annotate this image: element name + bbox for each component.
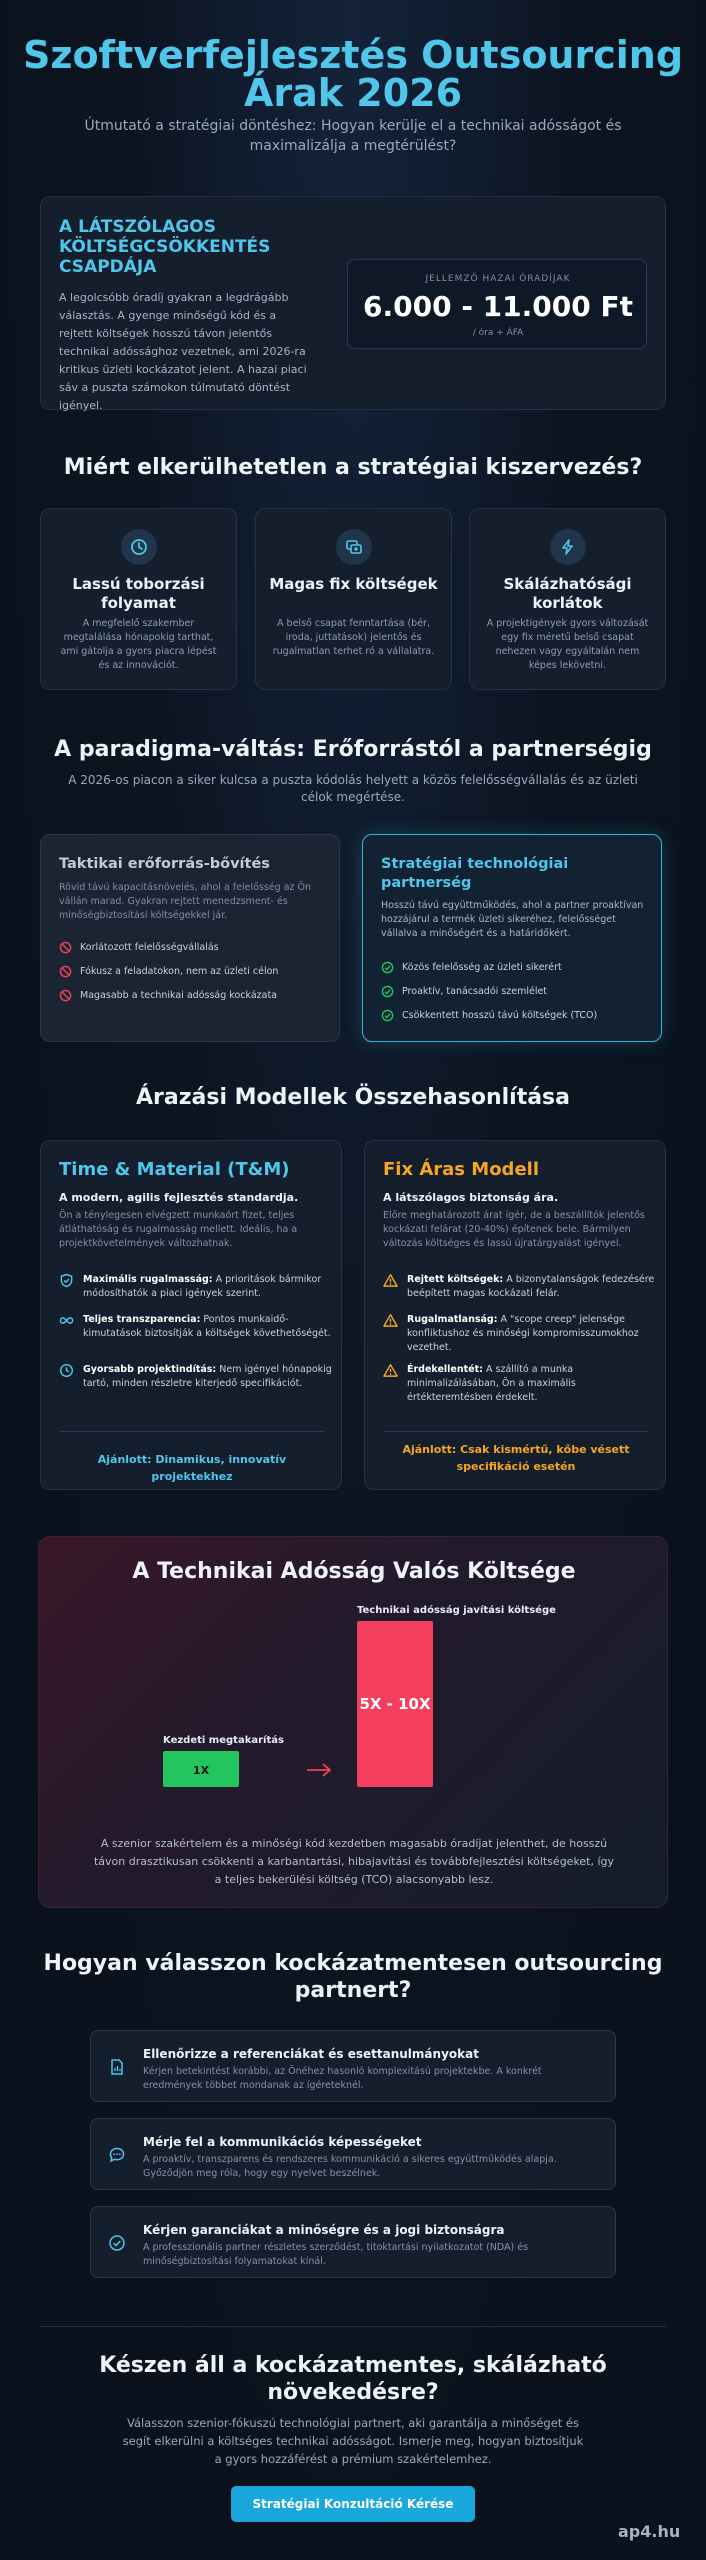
hourly-rate-value: 6.000 - 11.000 Ft	[363, 290, 633, 323]
bar-value-label: 1X	[192, 1764, 210, 1777]
list-item-text: Rejtett költségek: A bizonytalanságok fedezésére beépített magas kockázati felár.	[407, 1274, 655, 1299]
feature-card-scalability	[469, 508, 666, 690]
feature-text: A projektigények gyors változását egy fix méretű belső csapat nehezen vagy egyáltalán nem képes lekövetni.	[486, 618, 649, 671]
list-item	[59, 939, 329, 955]
check-circle-icon	[381, 985, 394, 998]
debt-title: A Technikai Adósság Valós Költsége	[132, 1559, 576, 1584]
technical-debt-card	[38, 1536, 668, 1908]
list-item-text: Fókusz a feladatokon, nem az üzleti célon	[80, 965, 279, 977]
warning-icon	[383, 1273, 398, 1288]
tm-model-card	[40, 1140, 342, 1490]
feature-card-fixed-costs	[255, 508, 452, 690]
chat-icon	[103, 2141, 131, 2169]
warning-icon	[383, 1363, 398, 1378]
check-circle-icon	[381, 961, 394, 974]
lightning-icon	[550, 529, 586, 565]
paradigm-subtitle: A 2026-os piacon a siker kulcsa a puszta kódolás helyett a közös felelősségvállalás és az üzleti célok megértése.	[68, 773, 638, 804]
shield-check-icon	[59, 1273, 74, 1288]
infinity-icon	[59, 1313, 74, 1328]
choose-item-title: Mérje fel a kommunikációs képességeket	[143, 2135, 422, 2149]
tm-recommendation: Ajánlott: Dinamikus, innovatív projektekhez	[97, 1453, 287, 1483]
intro-title: A LÁTSZÓLAGOS KÖLTSÉGCSÖKKENTÉS CSAPDÁJA	[59, 217, 271, 277]
consultation-button[interactable]: Stratégiai Konzultáció Kérése	[231, 2486, 475, 2522]
list-item-text: Közös felelősség az üzleti sikerért	[402, 961, 562, 973]
intro-card	[40, 196, 666, 410]
divider	[40, 2326, 666, 2327]
list-item	[59, 987, 329, 1003]
list-item	[381, 959, 651, 975]
why-title: Miért elkerülhetetlen a stratégiai kiszervezés?	[63, 455, 643, 480]
choose-title: Hogyan válasszon kockázatmentesen outsourcing partnert?	[43, 1951, 663, 2003]
prohibited-icon	[59, 989, 72, 1002]
document-icon	[103, 2053, 131, 2081]
list-item-text: Magasabb a technikai adósság kockázata	[80, 989, 277, 1001]
intro-text: A legolcsóbb óradíj gyakran a legdrágább választás. A gyenge minőségű kód és a rejtett költségek hosszú távon jelentős technikai adóssághoz vezetnek, ami 2026-ra kritikus üzleti kockázatot jelent. A hazai piaci sáv a puszta számokon túlmutató döntést igényel.	[59, 291, 307, 412]
divider	[383, 1431, 649, 1432]
tactical-text: Rövid távú kapacitásnövelés, ahol a felelősség az Ön vállán marad. Gyakran rejtett menedzsment- és minőségbiztosítási költségekkel jár.	[59, 882, 312, 921]
fix-recommendation: Ajánlott: Csak kismértű, kőbe vésett specifikáció esetén	[402, 1443, 630, 1473]
warning-icon	[383, 1313, 398, 1328]
hourly-rate-box	[347, 259, 647, 349]
list-item-text: Teljes transzparencia: Pontos munkaidő-kimutatások biztosítják a költségek követhetőségét.	[83, 1314, 331, 1339]
feature-text: A belső csapat fenntartása (bér, iroda, juttatások) jelentős és rugalmatlan terhet ró a vállalatra.	[272, 618, 435, 657]
divider	[59, 1431, 325, 1432]
tm-lead: A modern, agilis fejlesztés standardja.	[59, 1191, 299, 1204]
strategic-text: Hosszú távú együttműködés, ahol a partner proaktívan hozzájárul a termék üzleti sikeréhez, felelősséget vállalva a minőségért és a határidőkért.	[381, 900, 644, 939]
check-circle-icon	[103, 2229, 131, 2257]
page-title: Szoftverfejlesztés Outsourcing Árak 2026	[22, 33, 684, 115]
strategic-card	[362, 834, 662, 1042]
check-circle-icon	[381, 1009, 394, 1022]
page-subtitle: Útmutató a stratégiai döntéshez: Hogyan kerülje el a technikai adósságot és maximalizálja a megtérülést?	[84, 118, 622, 154]
bar-value-label: 5X - 10X	[359, 1695, 431, 1713]
brand-logo[interactable]: ap4.hu	[618, 2522, 681, 2541]
list-item-text: Gyorsabb projektindítás: Nem igényel hónapokig tartó, minden részletre kiterjedő specifikációt.	[83, 1364, 332, 1389]
tactical-card	[40, 834, 340, 1042]
list-item-text: Csökkentett hosszú távú költségek (TCO)	[402, 1009, 598, 1021]
feature-card-recruitment	[40, 508, 237, 690]
prohibited-icon	[59, 965, 72, 978]
pricing-title: Árazási Modellek Összehasonlítása	[135, 1085, 571, 1110]
tactical-title: Taktikai erőforrás-bővítés	[59, 856, 270, 872]
choose-item-title: Ellenőrizze a referenciákat és esettanulmányokat	[143, 2047, 479, 2061]
feature-title: Magas fix költségek	[269, 575, 438, 593]
choose-item-title: Kérjen garanciákat a minőségre és a jogi biztonságra	[143, 2223, 505, 2237]
choose-item-text: Kérjen betekintést korábbi, az Önéhez hasonló komplexitású projektekbe. A konkrét eredmények többet mondanak az ígéreteknél.	[143, 2066, 542, 2091]
list-item-text: Korlátozott felelősségvállalás	[80, 941, 219, 953]
arrow-right-icon	[307, 1764, 330, 1776]
fix-title: Fix Áras Modell	[383, 1159, 539, 1180]
choose-item-text: A proaktív, transzparens és rendszeres kommunikáció a sikeres együttműködés alapja. Győződjön meg róla, hogy egy nyelvet beszélnek.	[143, 2154, 557, 2179]
bar-category-label: Technikai adósság javítási költsége	[357, 1605, 556, 1616]
list-item-text: Rugalmatlanság: A "scope creep" jelensége konfliktushoz és minőségi kompromisszumokhoz vezethet.	[407, 1314, 639, 1353]
cta-title: Készen áll a kockázatmentes, skálázható növekedésre?	[99, 2353, 607, 2405]
clock-icon	[59, 1363, 74, 1378]
fix-lead: A látszólagos biztonság ára.	[383, 1191, 559, 1204]
choose-item-references	[90, 2030, 616, 2102]
paradigm-title: A paradigma-váltás: Erőforrástól a partnerségig	[54, 737, 652, 762]
feature-title: Skálázhatósági korlátok	[503, 575, 632, 612]
clock-icon	[121, 529, 157, 565]
fix-model-card	[364, 1140, 666, 1490]
debt-chart	[39, 1601, 669, 1831]
hourly-rate-label: JELLEMZŐ HAZAI ÓRADÍJAK	[425, 274, 571, 284]
list-item	[381, 983, 651, 999]
list-item-text: Érdekellentét: A szállító a munka minimalizálásában, Ön a maximális értékteremtésben érdekelt.	[407, 1364, 576, 1403]
feature-title: Lassú toborzási folyamat	[72, 575, 205, 612]
strategic-title: Stratégiai technológiai partnerség	[381, 856, 569, 891]
list-item-text: Proaktív, tanácsadói szemlélet	[402, 985, 548, 997]
choose-item-text: A professzionális partner részletes szerződést, titoktartási nyilatkozatot (NDA) és minőségbiztosítási folyamatokat kínál.	[143, 2242, 529, 2267]
hourly-rate-unit: / óra + ÁFA	[472, 328, 524, 338]
prohibited-icon	[59, 941, 72, 954]
fix-description: Előre meghatározott árat ígér, de a beszállítók jelentős kockázati felárat (20-40%) építenek bele. Bármilyen változás költséges és lassú újratárgyalást igényel.	[383, 1210, 645, 1249]
cost-icon	[336, 529, 372, 565]
list-item	[59, 963, 329, 979]
list-item	[381, 1007, 651, 1023]
bar-category-label: Kezdeti megtakarítás	[163, 1735, 284, 1746]
choose-item-communication	[90, 2118, 616, 2190]
tm-title: Time & Material (T&M)	[59, 1159, 290, 1180]
feature-text: A megfelelő szakember megtalálása hónapokig tarthat, ami gátolja a gyors piacra lépést és az innovációt.	[60, 618, 217, 671]
cta-text: Válasszon szenior-fókuszú technológiai partnert, aki garantálja a minőséget és segít elkerülni a költséges technikai adósságot. Ismerje meg, hogyan biztosítjuk a gyors hozzáférést a prémium szakértelemhez.	[122, 2416, 584, 2466]
list-item-text: Maximális rugalmasság: A prioritások bármikor módosíthatók a piaci igények szerint.	[83, 1274, 322, 1299]
choose-item-guarantees	[90, 2206, 616, 2278]
tm-description: Ön a ténylegesen elvégzett munkaórt fizet, teljes átláthatóság és rugalmasság mellett. Ideális, ha a projektkövetelmények változhatnak.	[59, 1210, 298, 1249]
debt-text: A szenior szakértelem és a minőségi kód kezdetben magasabb óradíjat jelenthet, de hosszú távon drasztikusan csökkenti a karbantartási, hibajavítási és továbbfejlesztési költségeket, így a teljes bekerülési költség (TCO) alacsonyabb lesz.	[93, 1837, 615, 1886]
